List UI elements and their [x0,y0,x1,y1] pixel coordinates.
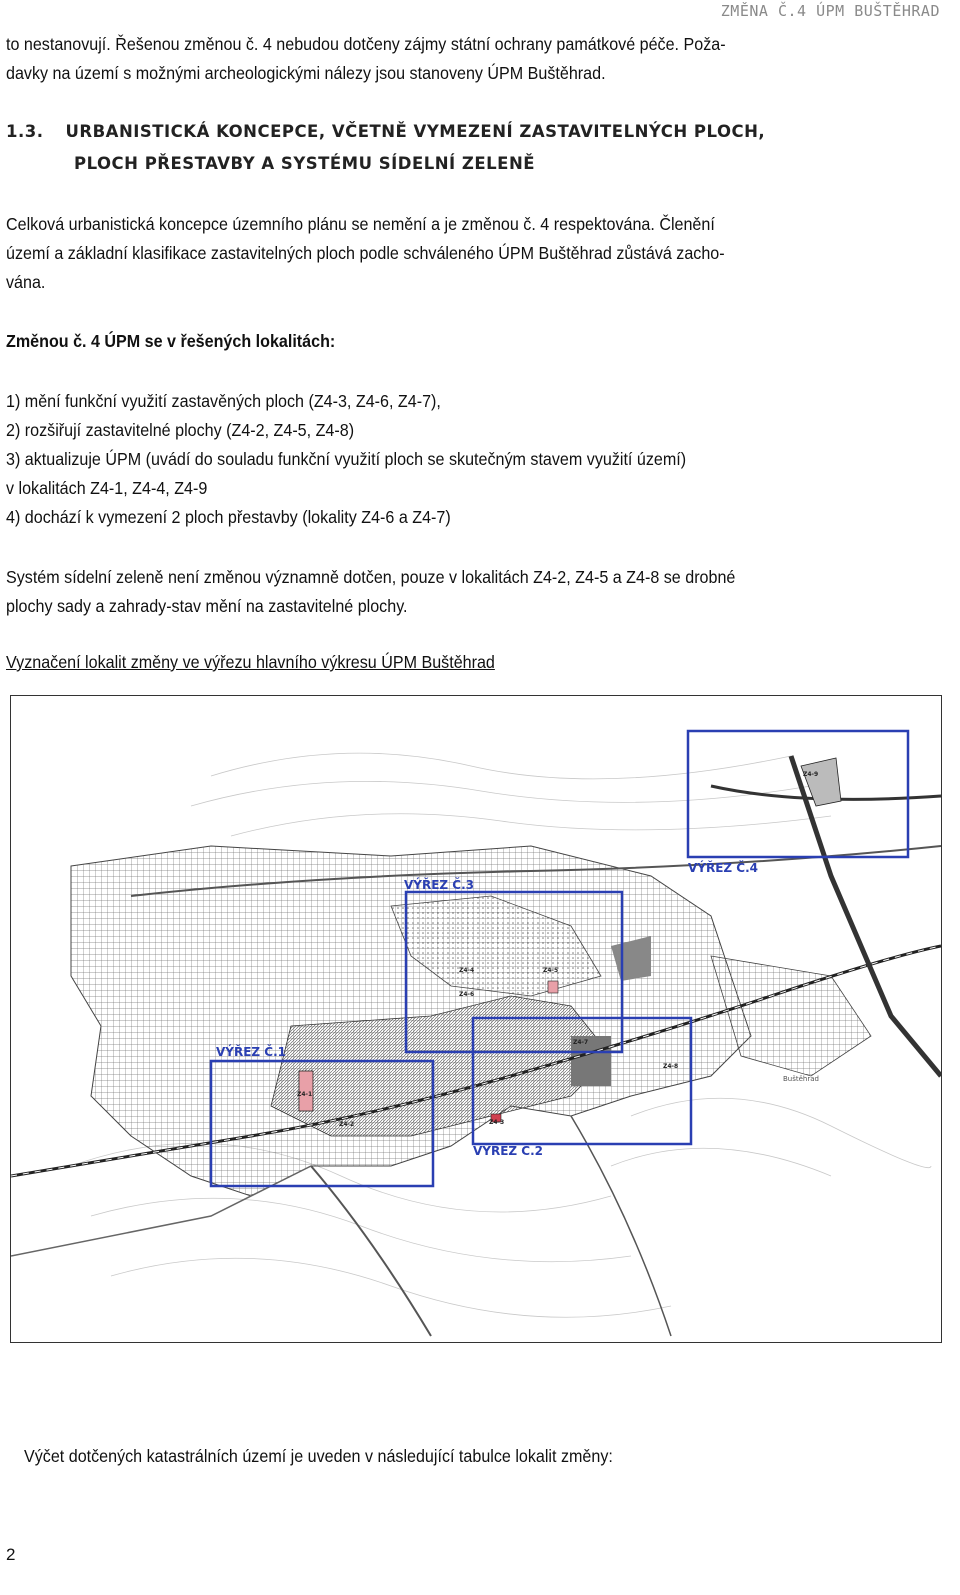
change-item-3-cont: v lokalitách Z4-1, Z4-4, Z4-9 [6,478,208,498]
running-header: ZMĚNA Č.4 ÚPM BUŠTĚHRAD [720,2,940,20]
map-figure [10,695,942,1343]
zone-label-z4-4: Z4-4 [459,967,475,974]
zone-label-z4-7: Z4-7 [573,1039,589,1046]
change-list [6,387,940,532]
map-drawing [11,696,941,1342]
concept-line-3: vána. [6,272,46,292]
table-intro: Výčet dotčených katastrálních území je uveden v následující tabulce lokalit změny: [24,1446,613,1466]
concept-line-2: území a základní klasifikace zastavitelných ploch podle schváleného ÚPM Buštěhrad zůstává zacho- [6,243,725,263]
greenery-line-1: Systém sídelní zeleně není změnou významně dotčen, pouze v lokalitách Z4-2, Z4-5 a Z4-8 se drobné [6,567,736,587]
concept-paragraph [6,210,940,297]
change-item-2: 2) rozšiřují zastavitelné plochy (Z4-2, Z4-5, Z4-8) [6,420,355,440]
intro-line-1: to nestanovují. Řešenou změnou č. 4 nebudou dotčeny zájmy státní ochrany památkové péče. Poža- [6,34,726,54]
change-item-4: 4) dochází k vymezení 2 ploch přestavby (lokality Z4-6 a Z4-7) [6,507,451,527]
place-label-bustehrad: Buštěhrad [783,1075,819,1083]
zone-label-z4-6: Z4-6 [459,991,475,998]
zone-label-z4-9: Z4-9 [803,771,819,778]
greenery-paragraph [6,563,940,621]
cutout-frame-4 [688,731,908,857]
change-item-3: 3) aktualizuje ÚPM (uvádí do souladu funkční využití ploch se skutečným stavem využití území) [6,449,687,469]
zone-label-z4-3: Z4-3 [489,1119,505,1126]
zone-label-z4-1: Z4-1 [297,1091,313,1098]
zone-label-z4-8: Z4-8 [663,1063,679,1070]
cutout-label-4: VÝŘEZ Č.4 [688,861,759,875]
change-intro: Změnou č. 4 ÚPM se v řešených lokalitách: [6,331,336,351]
cutout-label-3: VÝŘEZ Č.3 [404,878,475,892]
cutout-label-2: VÝŘEZ Č.2 [473,1144,544,1158]
intro-line-2: davky na území s možnými archeologickými nálezy jsou stanoveny ÚPM Buštěhrad. [6,63,606,83]
cutout-label-1: VÝŘEZ Č.1 [216,1045,287,1059]
section-number: 1.3. [6,122,44,141]
greenery-line-2: plochy sady a zahrady-stav mění na zastavitelné plochy. [6,596,408,616]
section-title-line-1: URBANISTICKÁ KONCEPCE, VČETNĚ VYMEZENÍ ZASTAVITELNÝCH PLOCH, [65,122,766,141]
east-district [711,956,871,1076]
page-number: 2 [6,1545,16,1564]
concept-line-1: Celková urbanistická koncepce územního plánu se nemění a je změnou č. 4 respektována. Členění [6,214,715,234]
map-caption: Vyznačení lokalit změny ve výřezu hlavního výkresu ÚPM Buštěhrad [6,652,495,672]
change-item-1: 1) mění funkční využití zastavěných ploch (Z4-3, Z4-6, Z4-7), [6,391,441,411]
section-heading [6,116,946,180]
zone-label-z4-5: Z4-5 [543,967,559,974]
section-title-line-2: PLOCH PŘESTAVBY A SYSTÉMU SÍDELNÍ ZELENĚ [74,154,536,173]
intro-paragraph [6,30,940,88]
zone-highlight-z4-5 [548,981,558,993]
zone-label-z4-2: Z4-2 [339,1121,355,1128]
